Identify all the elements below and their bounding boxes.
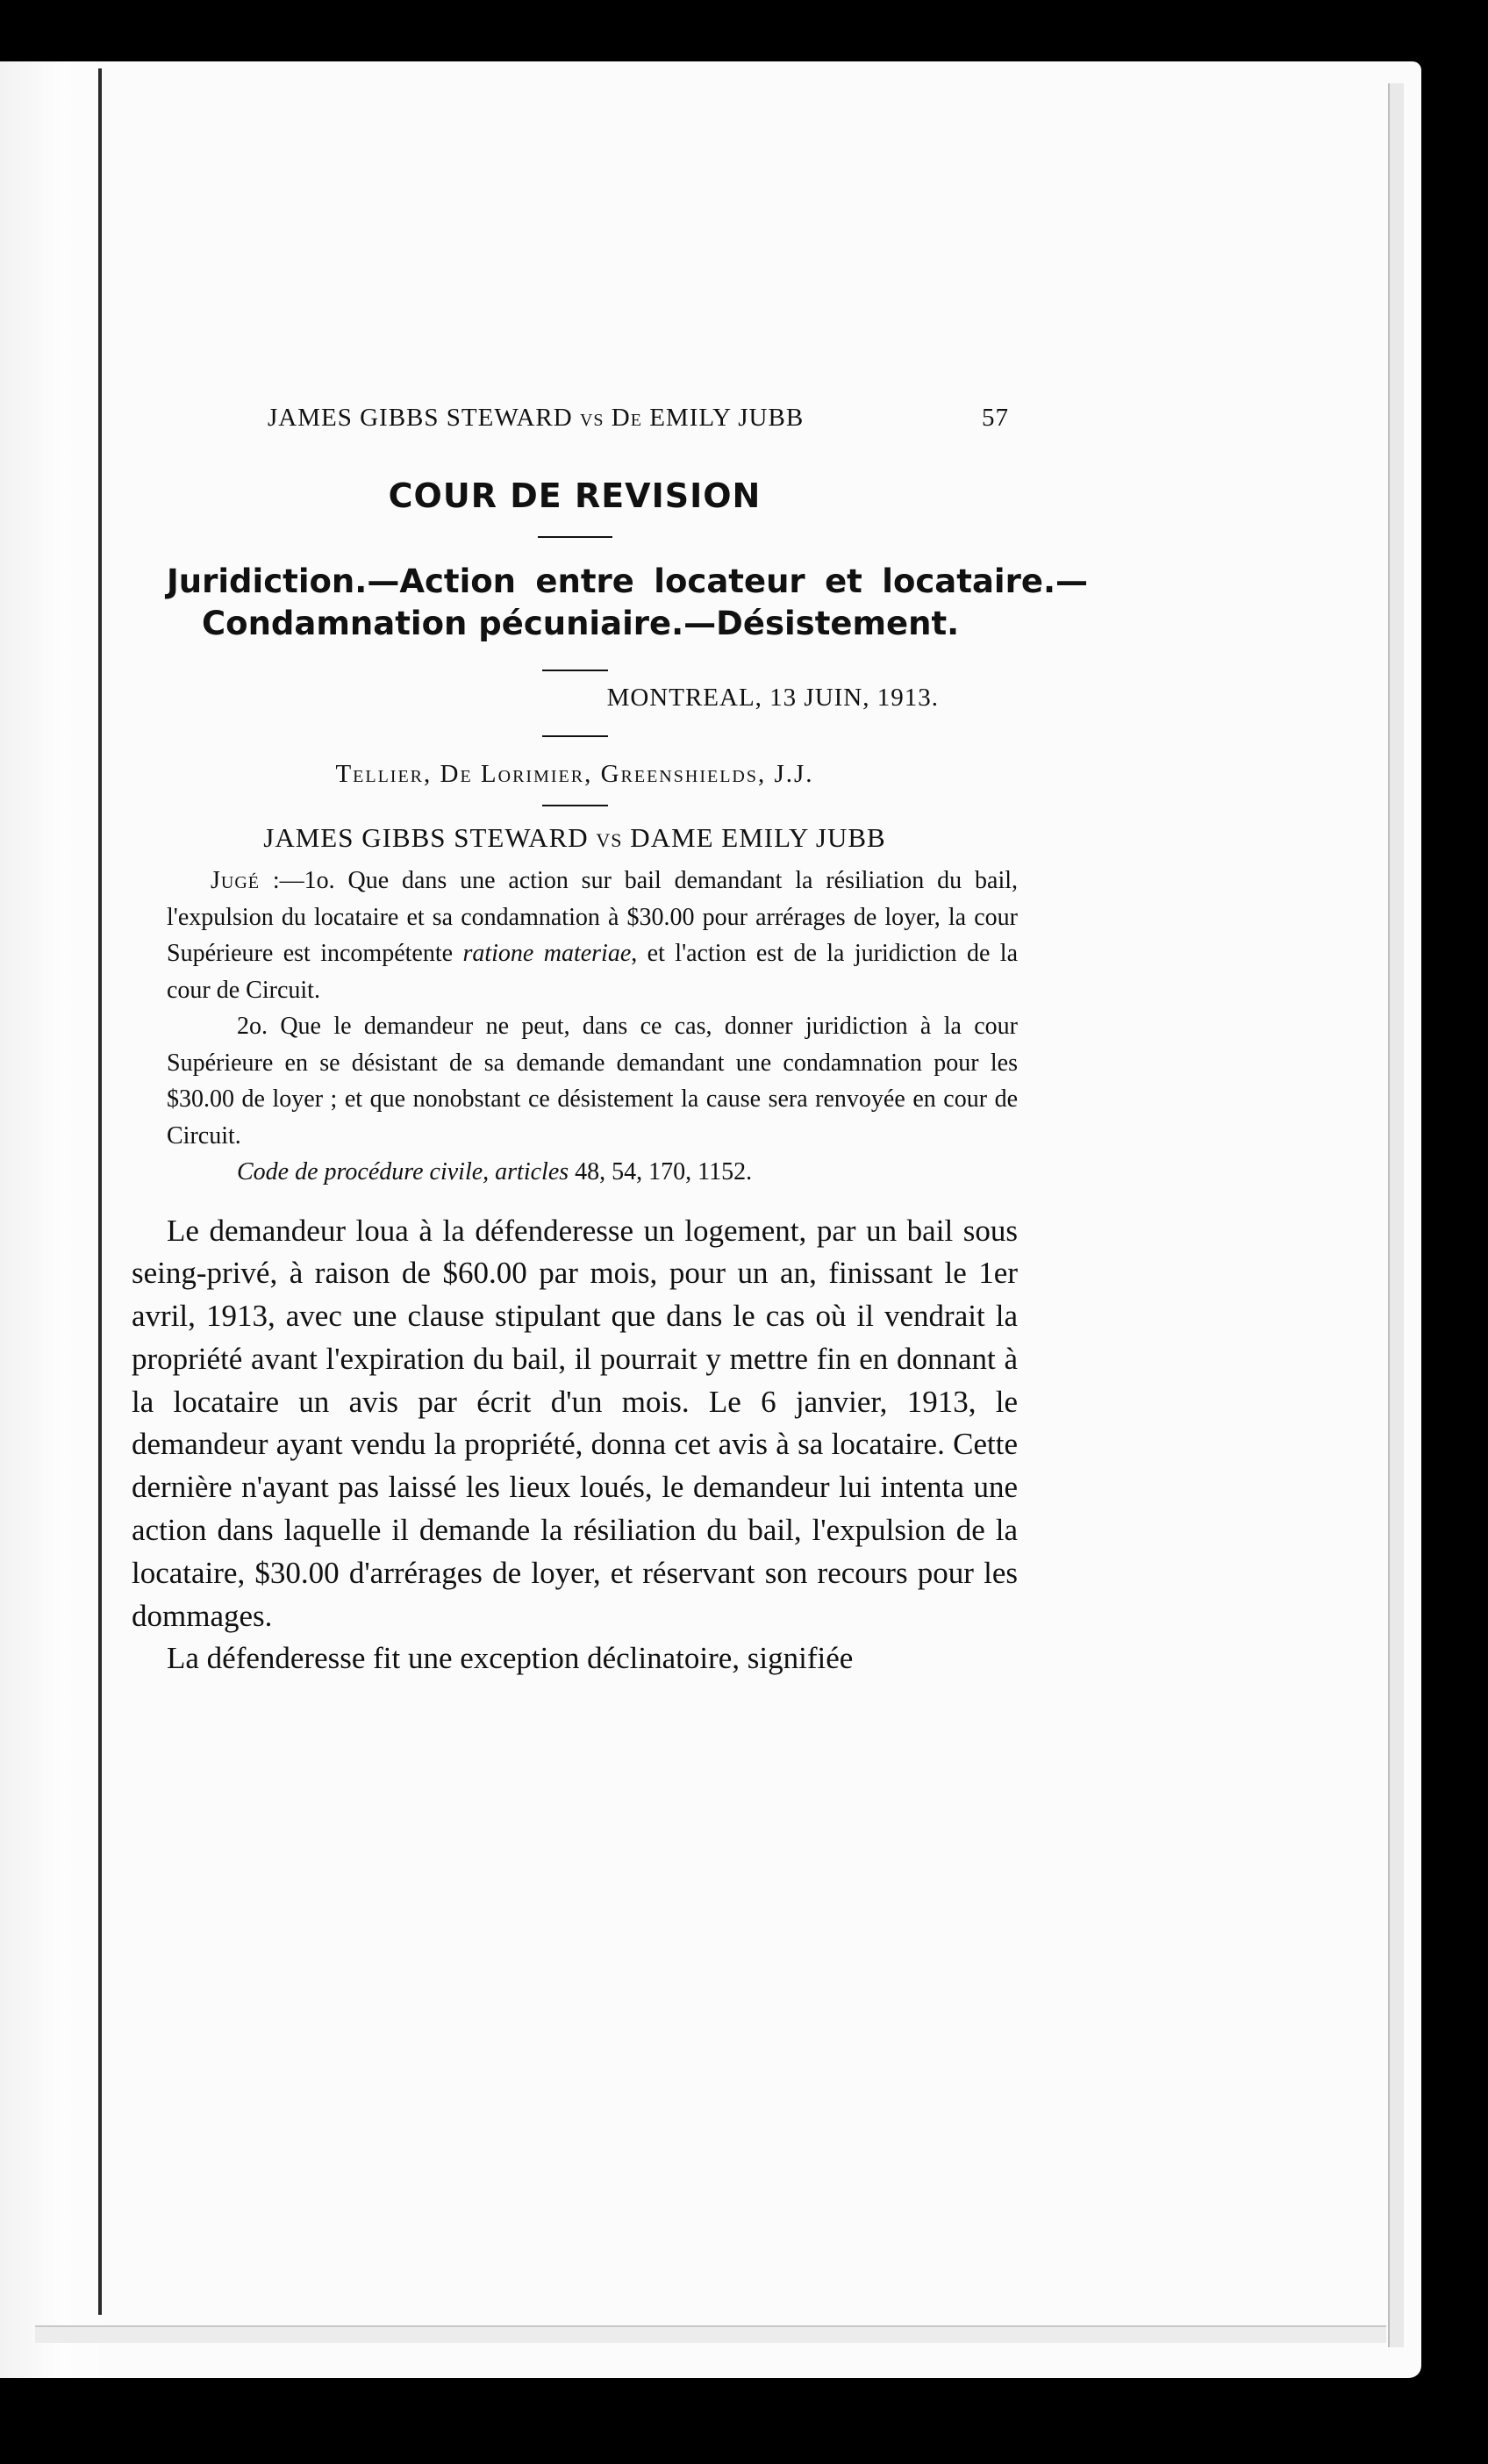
book-spine-shadow	[98, 68, 102, 2315]
holding-text-1a: :—1o. Que dans une action sur bail demandant la résiliation du bail, l'expulsion du locataire et sa condamnation à $30.00 pour arrérages de loyer, la cour Supérieure est incompétente	[167, 867, 1018, 967]
date-line: MONTREAL, 13 JUIN, 1913.	[606, 684, 939, 712]
holding-summary	[167, 863, 1018, 1191]
holding-paragraph-1	[167, 863, 1018, 1008]
court-heading: COUR DE REVISION	[388, 476, 762, 515]
page-gutter	[0, 61, 105, 2378]
divider-rule	[542, 670, 608, 671]
juge-label: Jugé	[211, 867, 260, 894]
parties-line: JAMES GIBBS STEWARD vs DAME EMILY JUBB	[263, 822, 886, 853]
holding-latin-term: ratione materiae	[462, 940, 632, 967]
running-head	[268, 404, 1009, 433]
holding-text-1b: , et l'action est de la juridiction de la cour de Circuit.	[167, 940, 1018, 1004]
holding-paragraph-2: 2o. Que le demandeur ne peut, dans ce cas, donner juridiction à la cour Supérieure en se désistant de sa demande demandant une condamnation pour les $30.00 de loyer ; et que nonobstant ce désistement la cause sera renvoyée en cour de Circuit.	[167, 1013, 1018, 1150]
body-text	[132, 1210, 1018, 1681]
body-paragraph: Le demandeur loua à la défenderesse un logement, par un bail sous seing-privé, à raison de $60.00 par mois, pour un an, finissant le 1er avril, 1913, avec une clause stipulant que dans le cas où il vendrait la propriété avant l'expiration du bail, il pourrait y mettre fin en donnant à la locataire un avis par écrit d'un mois. Le 6 janvier, 1913, le demandeur ayant vendu la propriété, donna cet avis à sa locataire. Cette dernière n'ayant pas laissé les lieux loués, le demandeur lui intenta une action dans laquelle il demande la résiliation du bail, l'expulsion de la locataire, $30.00 d'arrérages de loyer, et réservant son recours pour les dommages.	[132, 1213, 1018, 1633]
case-rubric: Juridiction.—Action entre locateur et locataire.—Condamnation pécuniaire.—Désistement.	[167, 562, 1088, 642]
body-paragraph: La défenderesse fit une exception déclinatoire, signifiée	[167, 1641, 854, 1676]
code-citation-articles: 48, 54, 170, 1152.	[569, 1158, 753, 1185]
code-citation	[167, 1154, 1018, 1191]
page-number: 57	[982, 404, 1009, 432]
code-citation-title: Code de procédure civile, articles	[237, 1158, 569, 1185]
page-content	[132, 404, 1088, 1680]
divider-rule	[538, 536, 612, 538]
page-edge-bottom	[35, 2325, 1386, 2343]
divider-rule	[542, 735, 608, 737]
judges-line: Tellier, De Lorimier, Greenshields, J.J.	[335, 760, 814, 788]
divider-rule	[542, 805, 608, 806]
page-edge-right	[1388, 83, 1404, 2347]
running-head-title: JAMES GIBBS STEWARD vs De EMILY JUBB	[268, 404, 805, 432]
